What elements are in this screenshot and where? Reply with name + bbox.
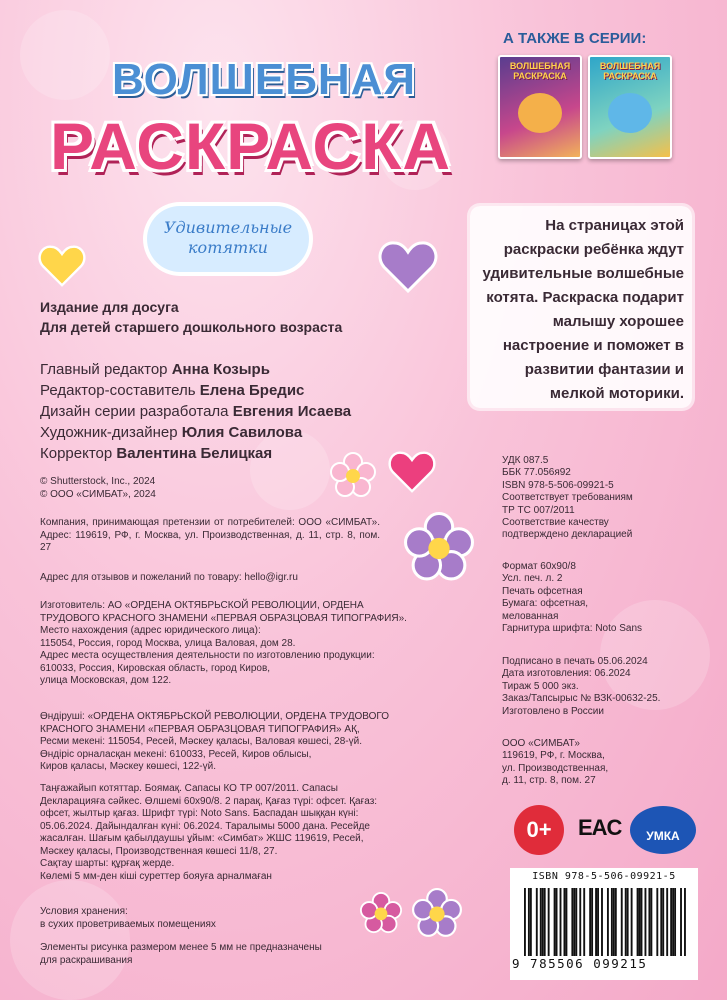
tech-line: Усл. печ. л. 2 bbox=[502, 573, 563, 585]
storage-line: Условия хранения: bbox=[40, 906, 128, 917]
tech-line: Подписано в печать 05.06.2024 bbox=[502, 656, 648, 667]
credit-role: Главный редактор bbox=[40, 361, 168, 378]
barcode-isbn: ISBN 978-5-506-09921-5 bbox=[532, 871, 676, 882]
tech-line: УДК 087.5 bbox=[502, 455, 549, 466]
kazakh-info-line: Сақтау шарты: құрғақ жерде. bbox=[40, 858, 175, 869]
tech-line: ТР ТС 007/2011 bbox=[502, 504, 575, 516]
kazakh-info-line: Декларацияға сәйкес. Өлшемі 60x90/8. 2 парақ, Қағаз түрі: офсет. Қағаз: bbox=[40, 795, 378, 807]
credit-name: Анна Козырь bbox=[171, 361, 270, 378]
age-rating-badge: 0+ bbox=[514, 805, 564, 855]
tech-line: Изготовлено в России bbox=[502, 705, 604, 717]
barcode-digits: 9 785506 099215 bbox=[512, 956, 648, 971]
storage-line: в сухих проветриваемых помещениях bbox=[40, 918, 216, 930]
dragon-image bbox=[608, 93, 652, 133]
kazakh-info-line: Көлемі 5 мм-ден кіші суреттер бояуға арналмаған bbox=[40, 870, 272, 882]
copyright-line: © ООО «СИМБАТ», 2024 bbox=[40, 488, 156, 500]
tech-line: Гарнитура шрифта: Noto Sans bbox=[502, 623, 643, 635]
tech-line: мелованная bbox=[502, 610, 559, 622]
storage-block bbox=[40, 906, 216, 931]
credit-name: Валентина Белицкая bbox=[116, 445, 273, 462]
edition-line1: Издание для досуга bbox=[40, 299, 179, 315]
kazakh-info-line: Таңғажайып котяттар. Боямақ. Сапасы КО ТР 007/2011. Сапасы bbox=[40, 783, 338, 794]
kitten-image bbox=[518, 93, 562, 133]
credit-row bbox=[40, 361, 351, 382]
purple-heart-icon bbox=[378, 240, 438, 294]
credit-name: Елена Бредис bbox=[199, 382, 305, 399]
tech-line: д. 11, стр. 8, пом. 27 bbox=[502, 775, 596, 787]
kazakh-manufacturer-line: Ресми мекені: 115054, Ресей, Мәскеу қаласы, Валовая көшесі, 28-үй. bbox=[40, 736, 362, 747]
subtitle-line1: Удивительные bbox=[163, 218, 293, 237]
kazakh-info-line: офсет, жылтыр қағаз. Шрифт түрі: Noto Sans. Баспадан шыққан күні: bbox=[40, 808, 359, 819]
copyright-line: © Shutterstock, Inc., 2024 bbox=[40, 476, 156, 487]
kazakh-manufacturer-line: КРАСНОГО ЗНАМЕНИ «ПЕРВАЯ ОБРАЗЦОВАЯ ТИПОГРАФИЯ» АҚ, bbox=[40, 723, 360, 735]
edition-line2: Для детей старшего дошкольного возраста bbox=[40, 319, 343, 335]
tech-block-print bbox=[502, 656, 660, 718]
kazakh-manufacturer-line: Киров қаласы, Мәскеу көшесі, 122-үй. bbox=[40, 761, 216, 772]
manufacturer-line: Адрес места осуществления деятельности по изготовлению продукции: bbox=[40, 650, 375, 661]
description-text: На страницах этой раскраски ребёнка ждут удивительные волшебные котята. Раскраска подарит малышу хорошее настроение и поможет в развитии фантазии и мелкой моторики. bbox=[482, 217, 684, 402]
credit-role: Редактор-составитель bbox=[40, 382, 196, 399]
manufacturer-line: Место нахождения (адрес юридического лица): bbox=[40, 625, 261, 636]
tech-line: ISBN 978-5-506-09921-5 bbox=[502, 479, 614, 491]
credit-name: Юлия Савилова bbox=[181, 424, 303, 441]
kazakh-info-block bbox=[40, 783, 377, 883]
manufacturer-block bbox=[40, 600, 407, 688]
tech-line: Соответствует требованиям bbox=[502, 492, 633, 504]
barcode-bars-icon bbox=[524, 888, 686, 956]
tech-line: Формат 60x90/8 bbox=[502, 561, 576, 572]
manufacturer-line: Изготовитель: АО «ОРДЕНА ОКТЯБРЬСКОЙ РЕВОЛЮЦИИ, ОРДЕНА bbox=[40, 600, 364, 611]
series-book-title: ВОЛШЕБНАЯ РАСКРАСКА bbox=[599, 61, 661, 81]
cover-title-line1: ВОЛШЕБНАЯ bbox=[112, 55, 417, 104]
tech-line: 119619, РФ, г. Москва, bbox=[502, 750, 605, 762]
subtitle-cloud bbox=[147, 206, 309, 272]
tech-line: Бумага: офсетная, bbox=[502, 598, 589, 610]
elements-note-line: Элементы рисунка размером менее 5 мм не предназначены bbox=[40, 942, 322, 953]
tech-block-classification bbox=[502, 455, 633, 542]
flower-icon bbox=[404, 512, 474, 582]
tech-block-publisher bbox=[502, 738, 608, 788]
manufacturer-line: ТРУДОВОГО КРАСНОГО ЗНАМЕНИ «ПЕРВАЯ ОБРАЗЦОВАЯ ТИПОГРАФИЯ». bbox=[40, 612, 407, 624]
manufacturer-line: 610033, Россия, Кировская область, город Киров, bbox=[40, 662, 271, 674]
manufacturer-line: улица Московская, дом 122. bbox=[40, 675, 172, 686]
series-label: А ТАКЖЕ В СЕРИИ: bbox=[503, 30, 647, 47]
background-flower bbox=[10, 880, 130, 1000]
tech-line: подтверждено декларацией bbox=[502, 529, 633, 541]
manufacturer-line: 115054, Россия, город Москва, улица Валовая, дом 28. bbox=[40, 637, 296, 649]
credit-role: Художник-дизайнер bbox=[40, 424, 178, 441]
tech-line: Заказ/Тапсырыс № ВЗК-00632-25. bbox=[502, 693, 661, 705]
kazakh-info-line: Мәскеу қаласы, Производственная көшесі 11/8, 27. bbox=[40, 845, 278, 857]
credit-row bbox=[40, 382, 351, 403]
kazakh-info-line: жасалған. Шағым қабылдаушы ұйым: «Симбат» ЖШС 119619, Ресей, bbox=[40, 833, 364, 844]
tech-line: Печать офсетная bbox=[502, 585, 583, 597]
kazakh-manufacturer-line: Өндіріс орналасқан мекені: 610033, Ресей, Киров облысы, bbox=[40, 748, 312, 760]
tech-line: ул. Производственная, bbox=[502, 762, 609, 774]
kazakh-manufacturer-line: Өндіруші: «ОРДЕНА ОКТЯБРЬСКОЙ РЕВОЛЮЦИИ, ОРДЕНА ТРУДОВОГО bbox=[40, 711, 390, 722]
umka-logo: УМКА bbox=[630, 806, 696, 854]
flower-icon bbox=[360, 892, 402, 934]
kazakh-info-line: 05.06.2024. Дайындалған күні: 06.2024. Таралымы 5000 дана. Ресейде bbox=[40, 820, 370, 832]
subtitle-line2: котятки bbox=[188, 238, 268, 257]
flower-icon bbox=[412, 888, 462, 938]
eac-mark-icon: EAC bbox=[578, 815, 622, 840]
kazakh-manufacturer-block bbox=[40, 711, 389, 774]
pink-heart-icon bbox=[388, 450, 436, 494]
credits-list bbox=[40, 361, 351, 466]
tech-line: Соответствие качеству bbox=[502, 517, 609, 529]
elements-note-line: для раскрашивания bbox=[40, 954, 133, 966]
barcode bbox=[510, 868, 698, 980]
credit-name: Евгения Исаева bbox=[232, 403, 352, 420]
copyright-block bbox=[40, 476, 156, 501]
yellow-heart-icon bbox=[38, 244, 86, 288]
series-book-cover bbox=[498, 55, 582, 159]
credit-role: Дизайн серии разработала bbox=[40, 403, 229, 420]
series-book-title: ВОЛШЕБНАЯ РАСКРАСКА bbox=[509, 61, 571, 81]
tech-line: ООО «СИМБАТ» bbox=[502, 738, 580, 749]
credit-row bbox=[40, 445, 351, 466]
claims-text: Компания, принимающая претензии от потребителей: ООО «СИМБАТ». Адрес: 119619, РФ, г. Москва, ул. Производственная, д. 11, стр. 8, пом. 27 bbox=[40, 517, 380, 553]
tech-line: Тираж 5 000 экз. bbox=[502, 680, 579, 692]
cover-title-line2: РАСКРАСКА bbox=[50, 109, 452, 183]
elements-note-block bbox=[40, 942, 322, 967]
tech-line: Дата изготовления: 06.2024 bbox=[502, 668, 631, 680]
credit-row bbox=[40, 424, 351, 445]
credit-role: Корректор bbox=[40, 445, 113, 462]
description-box bbox=[470, 206, 692, 408]
credit-row bbox=[40, 403, 351, 424]
background-flower bbox=[20, 10, 110, 100]
series-book-cover bbox=[588, 55, 672, 159]
tech-block-format bbox=[502, 561, 642, 635]
tech-line: ББК 77.056я92 bbox=[502, 467, 571, 479]
feedback-text: Адрес для отзывов и пожеланий по товару: hello@igr.ru bbox=[40, 572, 298, 583]
